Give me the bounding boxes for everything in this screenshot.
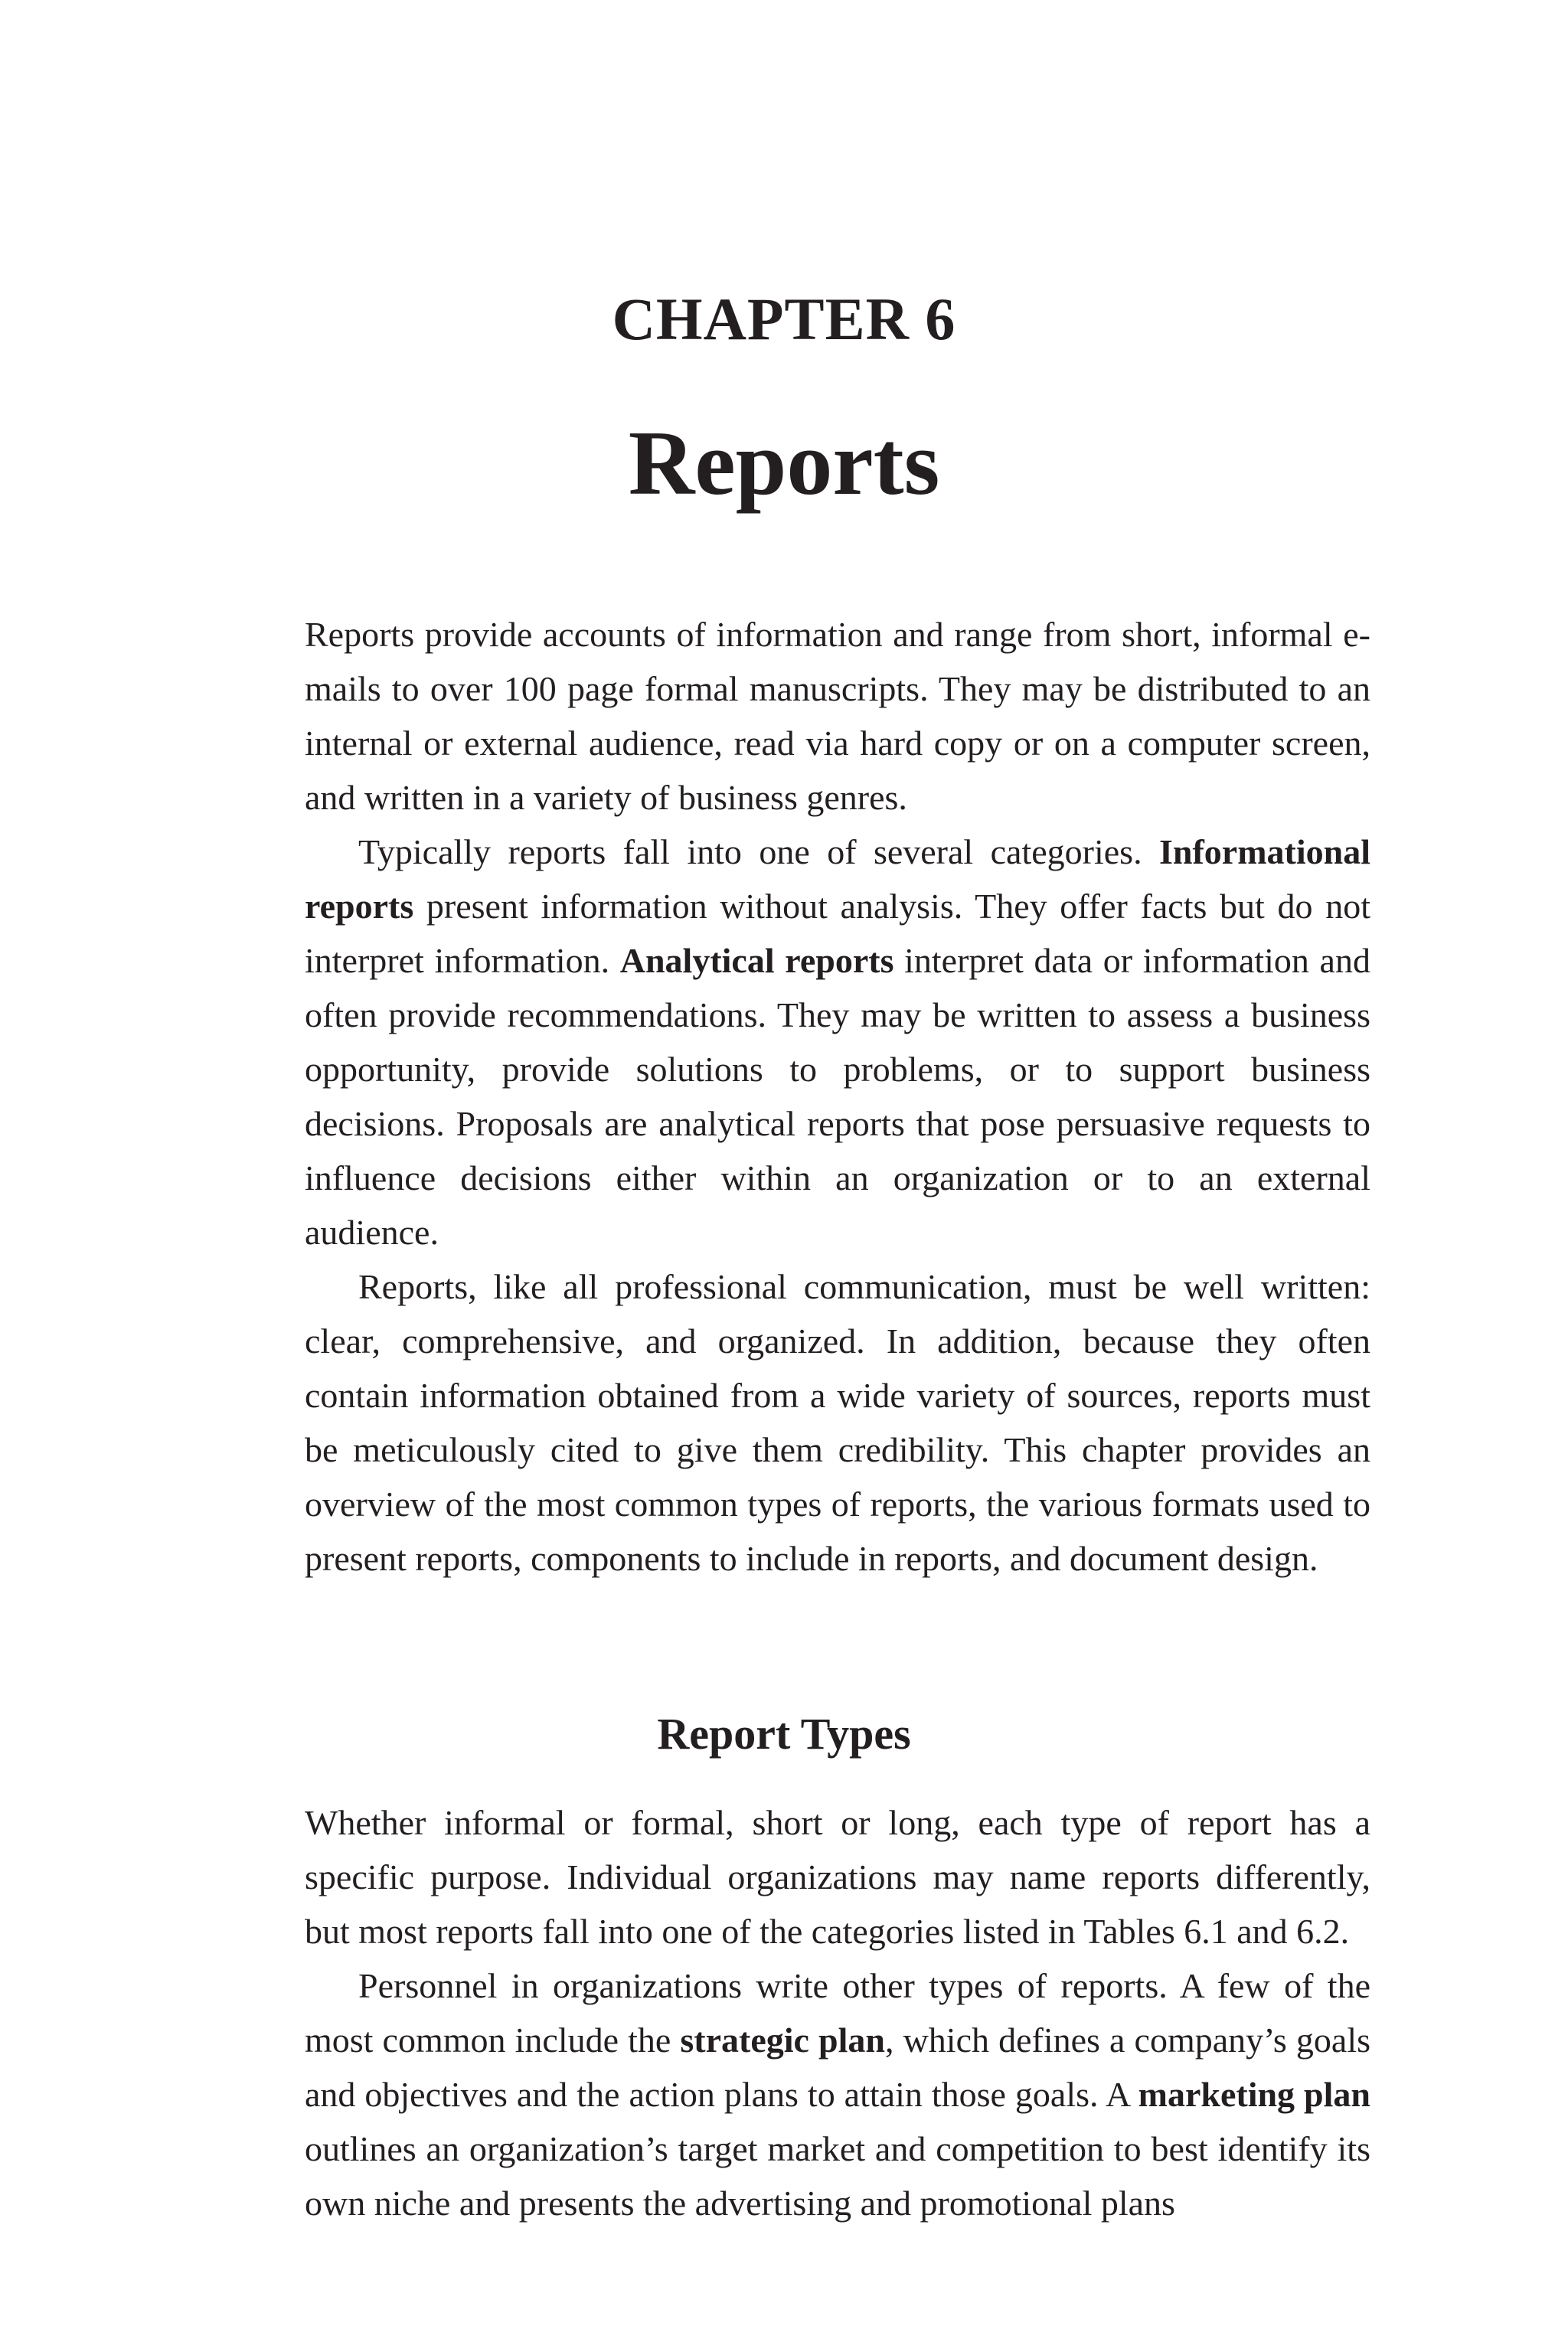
term-analytical-reports: Analytical reports [619,941,894,980]
report-types-paragraph-1: Whether informal or formal, short or long, each type of report has a specific purpose. Individual organizations may name reports differently, but most reports fall into one of the categories listed in Tables 6.1 and 6.2. [305,1803,1370,1951]
text-run: present information without analysis. They offer facts but do not interpret information. [305,887,1370,980]
text-run: outlines an organization’s target market and competition to best identify its own niche and presents the advertising and promotional plans [305,2129,1370,2223]
intro-paragraph-3: Reports, like all professional communication, must be well written: clear, comprehensive, and organized. In addition, because they often contain information obtained from a wide variety of sources, reports must be meticulously cited to give them credibility. This chapter provides an overview of the most common types of reports, the various formats used to present reports, components to include in reports, and document design. [305,1267,1370,1578]
term-strategic-plan: strategic plan [680,2020,885,2060]
text-run: interpret data or information and often provide recommendations. They may be written to assess a business opportunity, provide solutions to problems, or to support business decisions. Proposals are analytical reports that pose persuasive requests to influence decisions either within an organization or to an external audience. [305,941,1370,1252]
term-marketing-plan: marketing plan [1138,2075,1370,2114]
section-heading-report-types: Report Types [657,1709,911,1759]
chapter-label: CHAPTER 6 [612,286,956,352]
intro-section [305,607,1370,1586]
intro-paragraph-1: Reports provide accounts of information and range from short, informal e-mails to over 100 page formal manuscripts. They may be distributed to an internal or external audience, read via hard copy or on a computer screen, and written in a variety of business genres. [305,615,1370,817]
report-types-paragraph-2 [305,1958,1370,2230]
chapter-title: Reports [628,412,940,514]
report-types-section [305,1795,1370,2230]
text-run: Personnel in organizations write other types of reports. A few of the most common include the [305,1966,1370,2060]
text-run: , which defines a company’s goals and objectives and the action plans to attain those goals. A [305,2020,1371,2114]
text-run: Typically reports fall into one of several categories. [358,832,1159,871]
intro-paragraph-2 [305,825,1370,1259]
term-informational-reports: Informational reports [305,832,1370,926]
